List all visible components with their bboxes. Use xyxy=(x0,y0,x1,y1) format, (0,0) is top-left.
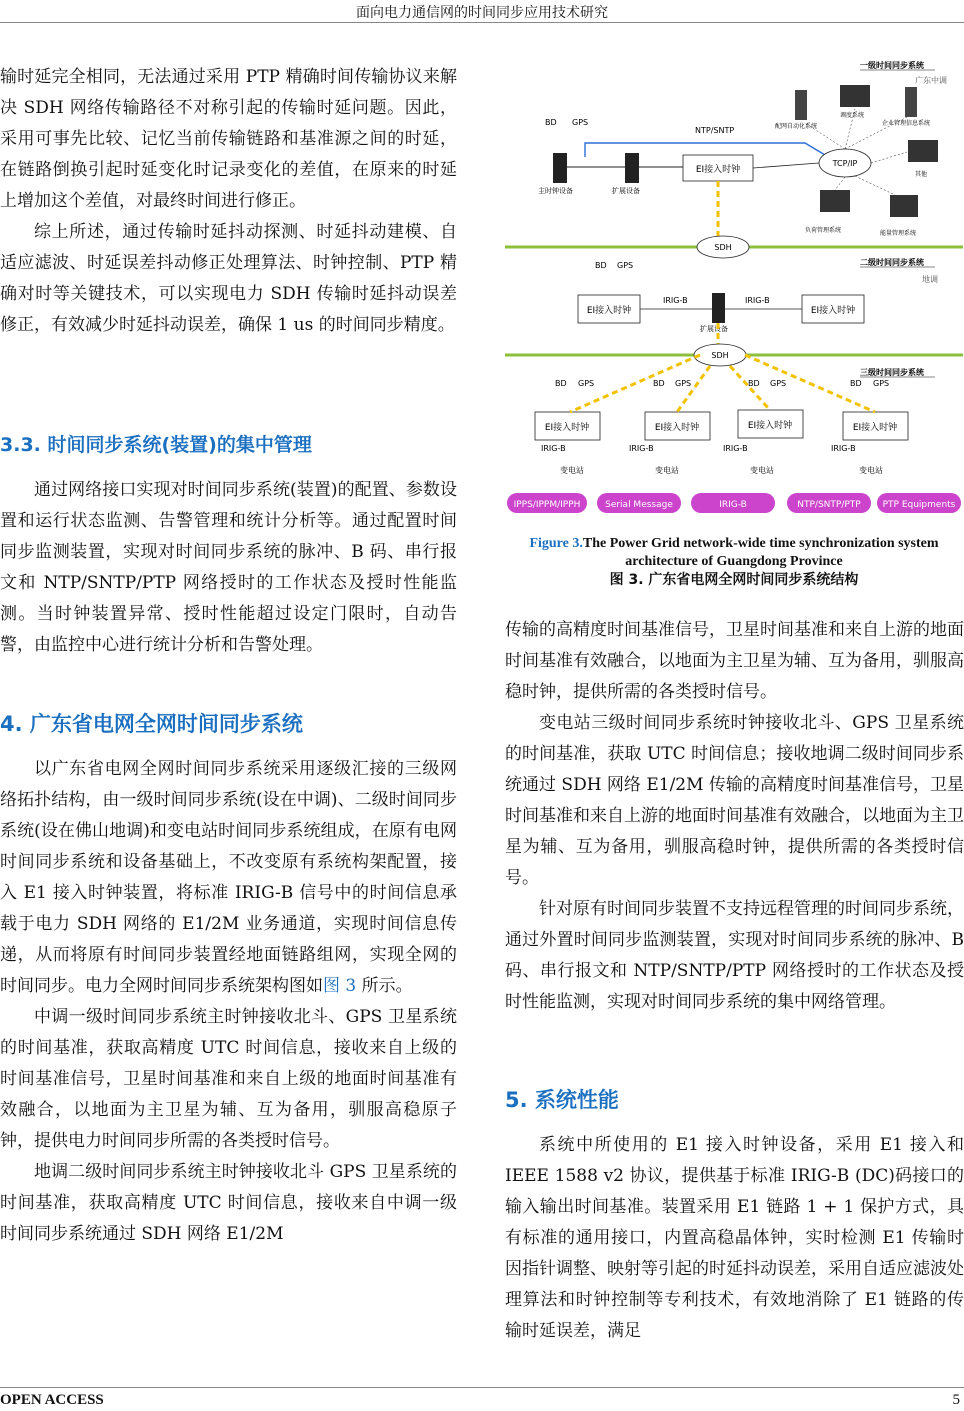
footer-rule xyxy=(0,1387,964,1388)
ext-device-l2-icon xyxy=(712,293,725,323)
e1-clock-s2-label: EI接入时钟 xyxy=(654,423,700,433)
guangdong-dispatch-label: 广东中调 xyxy=(915,76,947,85)
architecture-diagram xyxy=(505,55,963,525)
bd-label: BD xyxy=(545,118,557,127)
substation-1-label: 变电站 xyxy=(560,466,584,475)
left-paragraph-1: 输时延完全相同，无法通过采用 PTP 精确时间传输协议来解决 SDH 网络传输路径不对称引起的传输时延问题。因此，采用可事先比较、记忆当前传输链路和基准源之间的时延，在链路倒换引起时延变化时记录变化的差值，在原来的时延上增加这个差值，对最终时间进行修正。 xyxy=(0,67,457,211)
page-number: 5 xyxy=(952,1392,960,1408)
substation-1 xyxy=(535,379,600,475)
substation-2-label: 变电站 xyxy=(655,466,679,475)
sdh-label-2: SDH xyxy=(711,351,729,360)
substation-3 xyxy=(723,379,803,475)
left-column-mid xyxy=(0,475,457,661)
ext-device-icon xyxy=(625,153,639,183)
sdh-label-1: SDH xyxy=(714,243,732,252)
legend xyxy=(507,493,961,513)
dispatch-monitor-icon xyxy=(840,85,870,107)
e1-clock-level2-right-label: EI接入时钟 xyxy=(810,306,856,316)
right-column-top xyxy=(505,615,964,1018)
right-column-bottom xyxy=(505,1130,964,1347)
level1-label: 一级时间同步系统 xyxy=(860,61,924,70)
legend-3: IRIG-B xyxy=(719,500,747,510)
substation-4-label: 变电站 xyxy=(859,466,883,475)
e1-clock-level2-left-label: EI接入时钟 xyxy=(586,306,632,316)
legend-1: IPPS/IPPM/IPPH xyxy=(513,500,581,510)
load-monitor-icon xyxy=(820,190,850,212)
distribution-server-icon xyxy=(795,90,807,120)
left-paragraph-5: 中调一级时间同步系统主时钟接收北斗、GPS 卫星系统的时间基准，获取高精度 UTC 时间信息，接收来自上级的时间基准信号，卫星时间基准和来自上级的地面时间基准有效融合，以地面为主卫星为辅、互为备用，驯服高稳原子钟，提供电力时间同步所需的各类授时信号。 xyxy=(0,1007,457,1151)
level3-label: 三级时间同步系统 xyxy=(860,368,924,377)
left-column-top xyxy=(0,62,457,341)
right-paragraph-4: 系统中所使用的 E1 接入时钟设备，采用 E1 接入和 IEEE 1588 v2 协议，提供基于标准 IRIG-B (DC)码接口的输入输出时间基准。装置采用 E1 链路 1 + 1 保护方式，具有标准的通用接口，内置高稳晶体钟，实时检测 E1 传输时因指针调整、映射等引起的时延抖动误差，采用自适应滤波处理算法和时钟控制等专利技术，有效地消除了 E1 链路的传输时延误差，满足 xyxy=(505,1135,964,1341)
gps-label-l2: GPS xyxy=(617,261,634,270)
sys-mis-label: 企业管理信息系统 xyxy=(882,120,931,127)
left-paragraph-2: 综上所述，通过传输时延抖动探测、时延抖动建模、自适应滤波、时延误差抖动修正处理算法、时钟控制、PTP 精确对时等关键技术，可以实现电力 SDH 传输时延抖动误差修正，有效减少时延抖动误差，确保 1 us 的时间同步精度。 xyxy=(0,222,457,335)
main-clock-device-icon xyxy=(553,153,567,183)
gps-label: GPS xyxy=(572,118,589,127)
right-paragraph-2: 变电站三级时间同步系统时钟接收北斗、GPS 卫星系统的时间基准，获取 UTC 时间信息；接收地调二级时间同步系统通过 SDH 网络 E1/2M 传输的高精度时间基准信号，卫星时间基准和来自上游的地面时间基准有效融合，以地面为主卫星为辅、互为备用，驯服高稳时钟，提供所需的各类授时信号。 xyxy=(505,713,964,888)
substation-2 xyxy=(629,379,710,475)
ext-device-l2-label: 扩展设备 xyxy=(700,325,728,333)
left-paragraph-6: 地调二级时间同步系统主时钟接收北斗 GPS 卫星系统的时间基准，获取高精度 UTC 时间信息，接收来自中调一级时间同步系统通过 SDH 网络 E1/2M xyxy=(0,1162,457,1244)
gps-s2: GPS xyxy=(675,379,692,388)
substation-4 xyxy=(831,379,908,475)
right-paragraph-3: 针对原有时间同步装置不支持远程管理的时间同步系统，通过外置时间同步监测装置，实现对时间同步系统的脉冲、B 码、串行报文和 NTP/SNTP/PTP 网络授时的工作状态及授时性能监测，实现对时间同步系统的集中网络管理。 xyxy=(505,899,964,1012)
legend-2: Serial Message xyxy=(605,500,673,510)
main-clock-label: 主时钟设备 xyxy=(538,187,573,195)
ntp-label: NTP/SNTP xyxy=(695,126,735,135)
sys-energy-label: 能量管理系统 xyxy=(880,230,917,237)
substation-3-label: 变电站 xyxy=(750,466,774,475)
caption-english-text: The Power Grid network-wide time synchronization system architecture of Guangdong Province xyxy=(582,536,939,569)
legend-4: NTP/SNTP/PTP xyxy=(797,500,861,510)
e1-clock-s3-label: EI接入时钟 xyxy=(747,421,793,431)
bd-s1: BD xyxy=(555,379,567,388)
didiao-label: 地调 xyxy=(922,275,938,284)
gps-s1: GPS xyxy=(578,379,595,388)
left-paragraph-4-tail: 所示。 xyxy=(356,976,413,996)
irigb-l2-left: IRIG-B xyxy=(663,296,688,305)
irigb-l2-right: IRIG-B xyxy=(745,296,770,305)
bd-s2: BD xyxy=(653,379,665,388)
footer-open-access: OPEN ACCESS xyxy=(0,1392,104,1408)
gps-s4: GPS xyxy=(873,379,890,388)
bd-s3: BD xyxy=(748,379,760,388)
caption-english xyxy=(505,535,963,571)
sys-load-label: 负荷管理系统 xyxy=(805,227,842,234)
level2-label: 二级时间同步系统 xyxy=(860,258,924,267)
section-4-heading: 4. 广东省电网全网时间同步系统 xyxy=(0,712,303,736)
other-monitor-icon xyxy=(908,140,938,162)
irigb-s2: IRIG-B xyxy=(629,444,654,453)
e1-clock-s4-label: EI接入时钟 xyxy=(852,423,898,433)
irigb-s3: IRIG-B xyxy=(723,444,748,453)
left-column-bottom xyxy=(0,754,457,1250)
bd-label-l2: BD xyxy=(595,261,607,270)
ext-device-label: 扩展设备 xyxy=(612,187,640,195)
e1-clock-s1-label: EI接入时钟 xyxy=(544,423,590,433)
running-header: 面向电力通信网的时间同步应用技术研究 xyxy=(356,5,608,21)
caption-chinese: 图 3. 广东省电网全网时间同步系统结构 xyxy=(609,572,859,588)
irigb-s4: IRIG-B xyxy=(831,444,856,453)
sys-dist-label: 配网自动化系统 xyxy=(775,123,818,130)
sys-dispatch-label: 调度系统 xyxy=(840,112,865,119)
left-paragraph-4-text: 以广东省电网全网时间同步系统采用逐级汇接的三级网络拓扑结构，由一级时间同步系统(设在中调)、二级时间同步系统(设在佛山地调)和变电站时间同步系统组成，在原有电网时间同步系统和设备基础上，不改变原有系统构架配置，接入 E1 接入时钟装置，将标准 IRIG-B 信号中的时间信息承载于电力 SDH 网络的 E1/2M 业务通道，实现时间信息传递，从而将原有时间同步装置经地面链路组网，实现全网的时间同步。电力全网时间同步系统架构图如 xyxy=(0,759,457,996)
header-rule xyxy=(0,22,964,23)
left-paragraph-3: 通过网络接口实现对时间同步系统(装置)的配置、参数设置和运行状态监测、告警管理和统计分析等。通过配置时间同步监测装置，实现对时间同步系统的脉冲、B 码、串行报文和 NTP/SNTP/PTP 网络授时的工作状态及授时性能监测。当时钟装置异常、授时性能超过设定门限时，自动告警，由监控中心进行统计分析和告警处理。 xyxy=(0,480,457,655)
gps-s3: GPS xyxy=(770,379,787,388)
energy-monitor-icon xyxy=(890,195,918,217)
figure-3-link[interactable]: 图 3 xyxy=(323,976,357,996)
section-5-heading: 5. 系统性能 xyxy=(505,1088,619,1112)
irigb-s1: IRIG-B xyxy=(541,444,566,453)
bd-s4: BD xyxy=(850,379,862,388)
figure-caption xyxy=(505,535,963,589)
tcpip-label: TCP/IP xyxy=(832,159,858,168)
sys-other-label: 其他 xyxy=(915,171,928,178)
e1-clock-level1-label: EI接入时钟 xyxy=(695,165,741,175)
caption-label: Figure 3. xyxy=(529,536,583,551)
right-paragraph-1: 传输的高精度时间基准信号，卫星时间基准和来自上游的地面时间基准有效融合，以地面为主卫星为辅、互为备用，驯服高稳时钟，提供所需的各类授时信号。 xyxy=(505,620,964,702)
mis-server-icon xyxy=(905,87,917,117)
section-3-3-heading: 3.3. 时间同步系统(装置)的集中管理 xyxy=(0,434,312,456)
legend-5: PTP Equipments xyxy=(882,500,956,510)
left-paragraph-4 xyxy=(0,754,457,1002)
